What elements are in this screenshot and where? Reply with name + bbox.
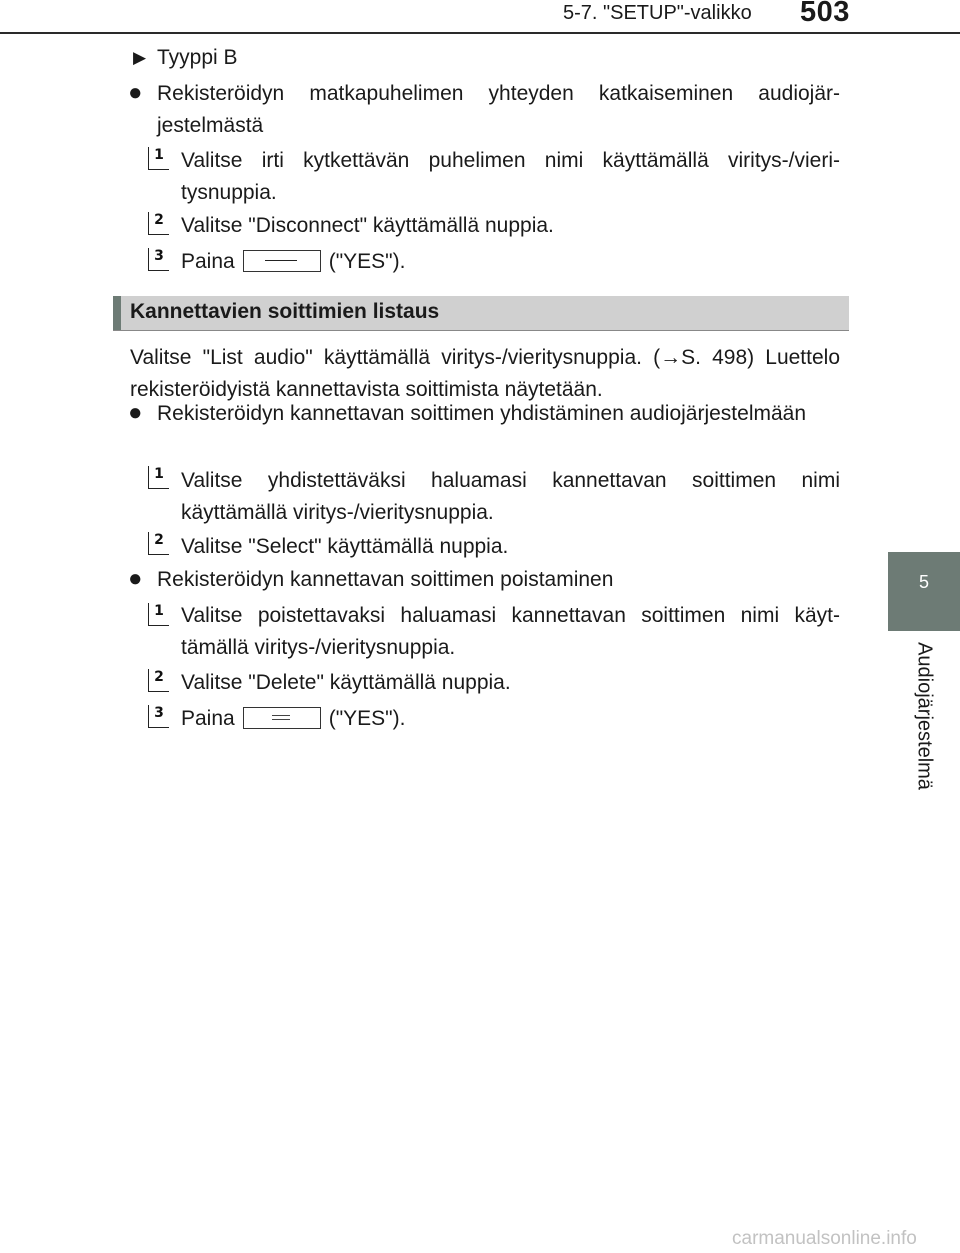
key-button: [243, 250, 321, 272]
step-number: 3: [148, 248, 169, 271]
step-text: Valitse "Select" käyttämällä nuppia.: [181, 535, 509, 558]
chapter-tab: [888, 552, 960, 631]
intro-paragraph: Valitse "List audio" käyttämällä viritys-/vieritysnuppia. (→S. 498) Luettelo rekisteröidyistä kannettavista soittimista näytetään.: [130, 346, 840, 401]
header-rule: [0, 32, 960, 34]
round-bullet-icon: ●: [128, 399, 143, 426]
remove-heading: Rekisteröidyn kannettavan soittimen poistaminen: [157, 568, 614, 591]
section-heading: [113, 296, 849, 331]
chapter-label: Audiojärjestelmä: [913, 642, 936, 790]
step-number: 3: [148, 705, 169, 728]
step-number: 1: [148, 466, 169, 489]
key-button: [243, 707, 321, 729]
chapter-number: 5: [918, 572, 929, 592]
step-number: 2: [148, 669, 169, 692]
step-text: Valitse "Delete" käyttämällä nuppia.: [181, 671, 511, 694]
step-text-before: Paina: [181, 250, 235, 273]
round-bullet-icon: ●: [128, 565, 143, 592]
triangle-bullet-icon: ▶: [133, 48, 147, 67]
dash-icon: [265, 260, 297, 262]
step-text: [181, 246, 840, 278]
equal-icon: [272, 715, 290, 720]
step-text-after: ("YES").: [328, 707, 406, 730]
step-text: Valitse irti kytkettävän puhelimen nimi käyttämällä viritys-/vieritysnuppia.: [181, 149, 840, 204]
round-bullet-icon: ●: [128, 79, 143, 106]
step-number: 1: [148, 603, 169, 626]
section-heading-title: Kannettavien soittimien listaus: [130, 300, 440, 323]
page-number: 503: [800, 0, 850, 28]
type-label: Tyyppi B: [157, 46, 238, 69]
step-number: 2: [148, 212, 169, 235]
section-accent-bar: [113, 296, 121, 330]
step-text-before: Paina: [181, 707, 235, 730]
step-text: Valitse yhdistettäväksi haluamasi kannettavan soittimen nimi käyttämällä viritys-/vieritysnuppia.: [181, 469, 840, 524]
disconnect-heading: Rekisteröidyn matkapuhelimen yhteyden katkaiseminen audiojärjestelmästä: [157, 82, 840, 137]
step-text: Valitse "Disconnect" käyttämällä nuppia.: [181, 214, 554, 237]
section-title-header: 5-7. "SETUP"-valikko: [563, 2, 752, 24]
step-text: [181, 703, 840, 735]
connect-heading: Rekisteröidyn kannettavan soittimen yhdistäminen audiojärjestelmään: [157, 402, 807, 425]
step-number: 1: [148, 147, 169, 170]
step-text: Valitse poistettavaksi haluamasi kannettavan soittimen nimi käyttämällä viritys-/vieritysnuppia.: [181, 604, 840, 659]
watermark: carmanualsonline.info: [732, 1228, 917, 1249]
step-text-after: ("YES").: [328, 250, 406, 273]
step-number: 2: [148, 532, 169, 555]
